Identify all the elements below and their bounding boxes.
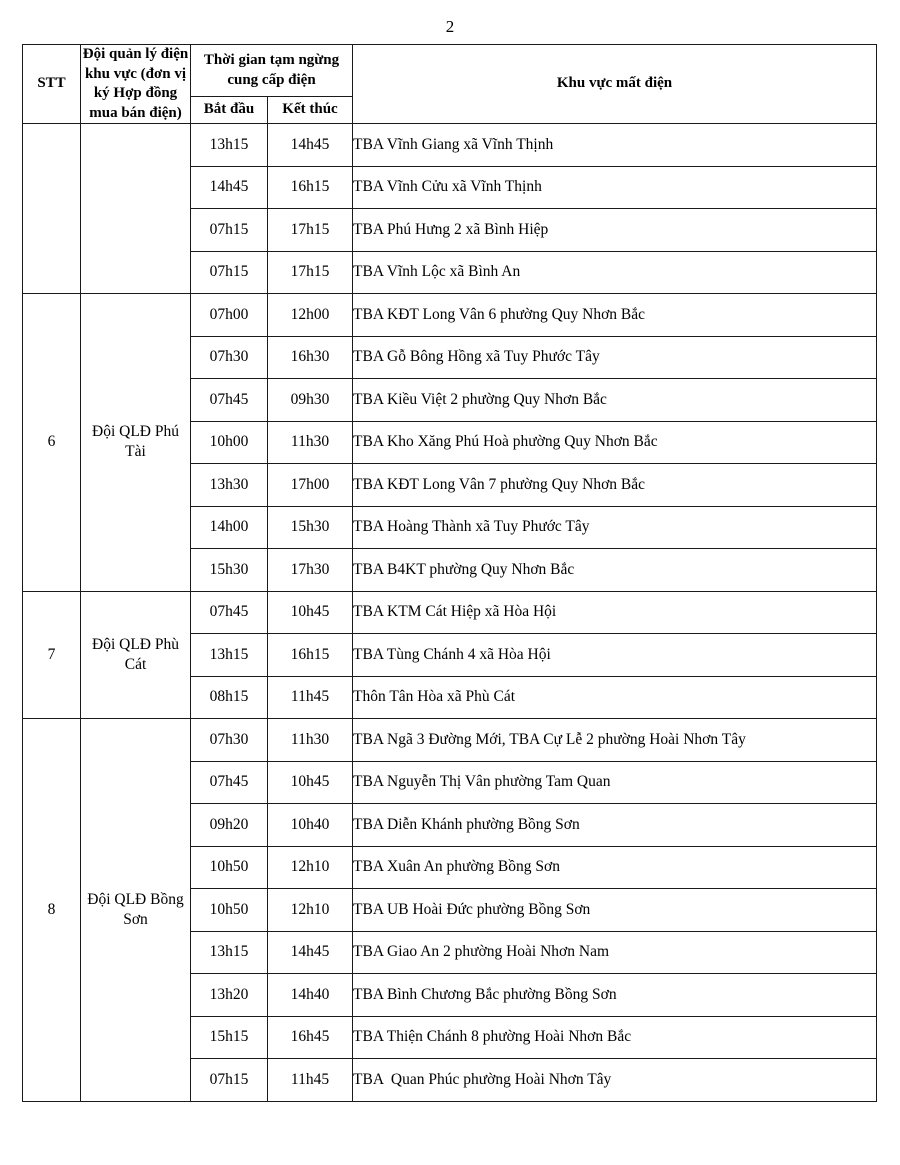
- table-row: [23, 591, 877, 634]
- cell-unit: [81, 124, 191, 294]
- header-time-group: Thời gian tạm ngừng cung cấp điện: [191, 45, 353, 97]
- table-row: [23, 294, 877, 337]
- cell-area: TBA Nguyễn Thị Vân phường Tam Quan: [353, 761, 877, 804]
- cell-end-time: 11h30: [268, 719, 353, 762]
- cell-area: TBA KĐT Long Vân 6 phường Quy Nhơn Bắc: [353, 294, 877, 337]
- table-row: [23, 719, 877, 762]
- table-body: [23, 124, 877, 1102]
- cell-end-time: 17h15: [268, 251, 353, 294]
- cell-end-time: 16h45: [268, 1016, 353, 1059]
- cell-end-time: 15h30: [268, 506, 353, 549]
- cell-end-time: 16h30: [268, 336, 353, 379]
- cell-area: TBA Xuân An phường Bồng Sơn: [353, 846, 877, 889]
- cell-end-time: 14h45: [268, 124, 353, 167]
- cell-start-time: 07h00: [191, 294, 268, 337]
- cell-area: TBA Gỗ Bông Hồng xã Tuy Phước Tây: [353, 336, 877, 379]
- cell-start-time: 15h30: [191, 549, 268, 592]
- cell-start-time: 13h15: [191, 124, 268, 167]
- cell-start-time: 10h50: [191, 889, 268, 932]
- cell-end-time: 11h30: [268, 421, 353, 464]
- outage-schedule-table-wrapper: [22, 44, 876, 1102]
- cell-area: TBA Ngã 3 Đường Mới, TBA Cự Lễ 2 phường Hoài Nhơn Tây: [353, 719, 877, 762]
- cell-area: TBA Kiều Việt 2 phường Quy Nhơn Bắc: [353, 379, 877, 422]
- cell-area: TBA Phú Hưng 2 xã Bình Hiệp: [353, 209, 877, 252]
- cell-area: TBA KĐT Long Vân 7 phường Quy Nhơn Bắc: [353, 464, 877, 507]
- cell-start-time: 07h45: [191, 379, 268, 422]
- cell-end-time: 11h45: [268, 676, 353, 719]
- cell-end-time: 17h15: [268, 209, 353, 252]
- cell-area: TBA Quan Phúc phường Hoài Nhơn Tây: [353, 1059, 877, 1102]
- header-row-1: [23, 45, 877, 97]
- cell-area: TBA UB Hoài Đức phường Bồng Sơn: [353, 889, 877, 932]
- cell-end-time: 12h00: [268, 294, 353, 337]
- cell-end-time: 09h30: [268, 379, 353, 422]
- cell-start-time: 07h45: [191, 761, 268, 804]
- cell-end-time: 10h45: [268, 761, 353, 804]
- cell-end-time: 16h15: [268, 166, 353, 209]
- outage-schedule-table: [22, 44, 877, 1102]
- cell-start-time: 07h15: [191, 1059, 268, 1102]
- cell-start-time: 10h00: [191, 421, 268, 464]
- cell-start-time: 07h30: [191, 719, 268, 762]
- header-end-time: Kết thúc: [268, 97, 353, 124]
- cell-start-time: 14h00: [191, 506, 268, 549]
- cell-area: TBA Bình Chương Bắc phường Bồng Sơn: [353, 974, 877, 1017]
- cell-start-time: 15h15: [191, 1016, 268, 1059]
- header-unit: Đội quản lý điện khu vực (đơn vị ký Hợp đồng mua bán điện): [81, 45, 191, 124]
- cell-area: Thôn Tân Hòa xã Phù Cát: [353, 676, 877, 719]
- cell-end-time: 16h15: [268, 634, 353, 677]
- cell-unit: Đội QLĐ Bồng Sơn: [81, 719, 191, 1102]
- cell-start-time: 07h15: [191, 209, 268, 252]
- cell-start-time: 13h15: [191, 634, 268, 677]
- cell-area: TBA Vĩnh Giang xã Vĩnh Thịnh: [353, 124, 877, 167]
- cell-end-time: 10h45: [268, 591, 353, 634]
- cell-end-time: 10h40: [268, 804, 353, 847]
- cell-area: TBA Hoàng Thành xã Tuy Phước Tây: [353, 506, 877, 549]
- cell-stt: 6: [23, 294, 81, 592]
- cell-start-time: 07h30: [191, 336, 268, 379]
- header-stt: STT: [23, 45, 81, 124]
- cell-area: TBA Vĩnh Lộc xã Bình An: [353, 251, 877, 294]
- cell-end-time: 17h00: [268, 464, 353, 507]
- cell-start-time: 09h20: [191, 804, 268, 847]
- cell-area: TBA Diễn Khánh phường Bồng Sơn: [353, 804, 877, 847]
- cell-end-time: 14h40: [268, 974, 353, 1017]
- cell-start-time: 13h20: [191, 974, 268, 1017]
- header-start-time: Bắt đầu: [191, 97, 268, 124]
- table-row: [23, 124, 877, 167]
- cell-stt: [23, 124, 81, 294]
- cell-start-time: 07h45: [191, 591, 268, 634]
- cell-area: TBA Vĩnh Cửu xã Vĩnh Thịnh: [353, 166, 877, 209]
- cell-area: TBA KTM Cát Hiệp xã Hòa Hội: [353, 591, 877, 634]
- cell-stt: 7: [23, 591, 81, 719]
- cell-start-time: 14h45: [191, 166, 268, 209]
- cell-stt: 8: [23, 719, 81, 1102]
- cell-start-time: 08h15: [191, 676, 268, 719]
- page-number: 2: [445, 17, 455, 36]
- cell-area: TBA Tùng Chánh 4 xã Hòa Hội: [353, 634, 877, 677]
- cell-start-time: 10h50: [191, 846, 268, 889]
- cell-unit: Đội QLĐ Phú Tài: [81, 294, 191, 592]
- cell-area: TBA Kho Xăng Phú Hoà phường Quy Nhơn Bắc: [353, 421, 877, 464]
- cell-end-time: 17h30: [268, 549, 353, 592]
- cell-unit: Đội QLĐ Phù Cát: [81, 591, 191, 719]
- cell-start-time: 13h30: [191, 464, 268, 507]
- cell-area: TBA Thiện Chánh 8 phường Hoài Nhơn Bắc: [353, 1016, 877, 1059]
- cell-end-time: 12h10: [268, 846, 353, 889]
- cell-end-time: 12h10: [268, 889, 353, 932]
- cell-start-time: 07h15: [191, 251, 268, 294]
- header-area: Khu vực mất điện: [353, 45, 877, 124]
- cell-end-time: 14h45: [268, 931, 353, 974]
- table-header: [23, 45, 877, 124]
- cell-area: TBA Giao An 2 phường Hoài Nhơn Nam: [353, 931, 877, 974]
- cell-end-time: 11h45: [268, 1059, 353, 1102]
- cell-area: TBA B4KT phường Quy Nhơn Bắc: [353, 549, 877, 592]
- cell-start-time: 13h15: [191, 931, 268, 974]
